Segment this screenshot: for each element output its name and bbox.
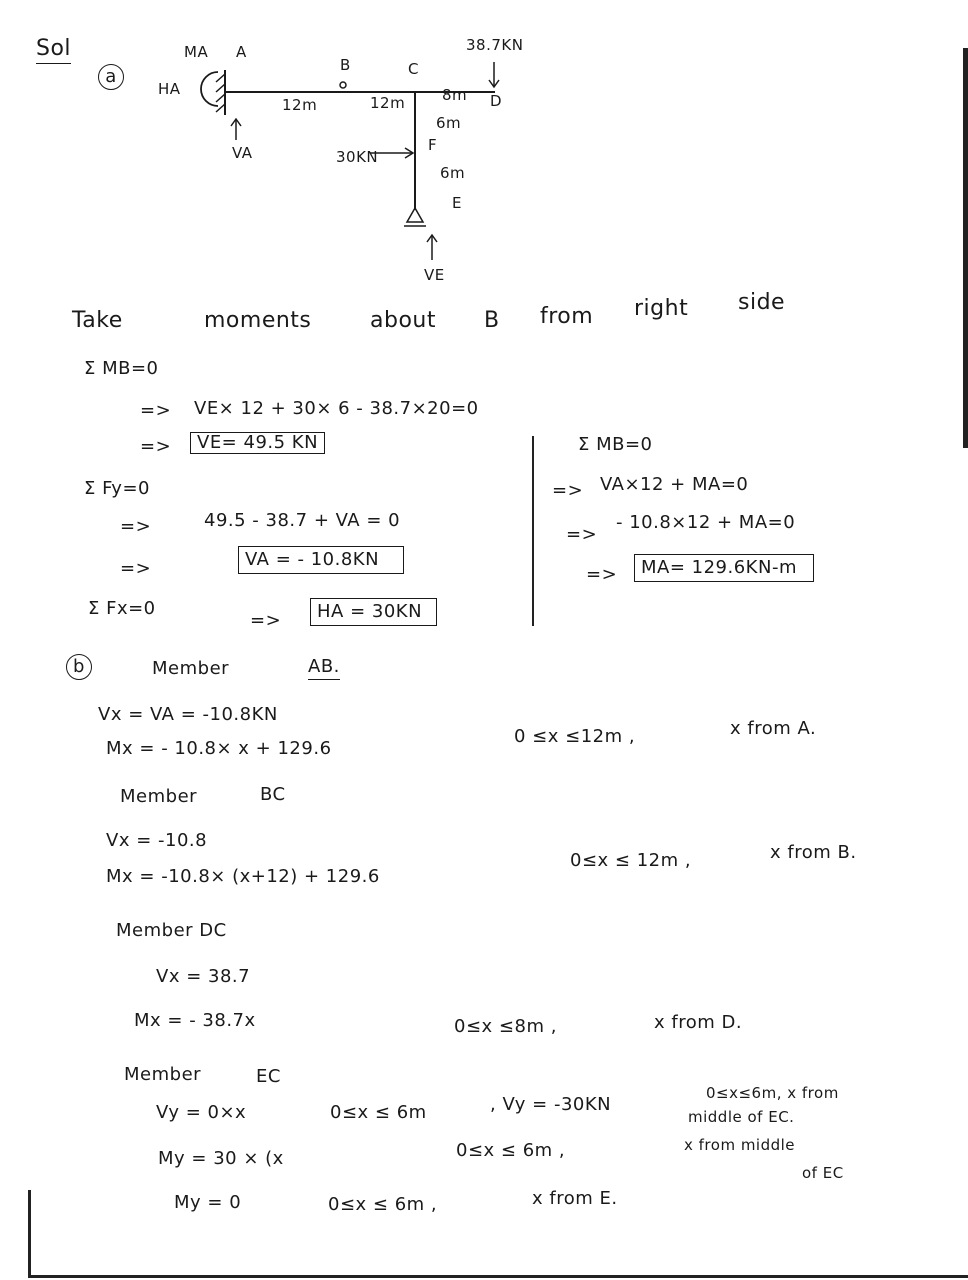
ec-shear-eq-1: Vy = 0×x bbox=[156, 1102, 247, 1123]
ha-result: HA = 30KN bbox=[310, 598, 437, 626]
va-result: VA = - 10.8KN bbox=[238, 546, 404, 574]
sum-fx-label: Σ Fx=0 bbox=[88, 598, 156, 619]
label-ha: HA bbox=[158, 80, 181, 98]
heading-word-moments: moments bbox=[204, 308, 312, 333]
dc-moment-eq: Mx = - 38.7x bbox=[134, 1010, 256, 1031]
label-load-f: 30KN bbox=[336, 148, 379, 166]
ma-result: MA= 129.6KN-m bbox=[634, 554, 814, 582]
arrow-ma: => bbox=[586, 564, 618, 585]
part-a-marker: a bbox=[98, 64, 124, 90]
ec-note-2a: x from middle bbox=[684, 1136, 796, 1154]
label-len-cf: 6m bbox=[436, 114, 462, 132]
part-b-marker: b bbox=[66, 654, 92, 680]
member-ec-name: EC bbox=[256, 1066, 281, 1087]
arrow-va: => bbox=[120, 558, 152, 579]
ec-range-1: 0≤x ≤ 6m bbox=[330, 1102, 427, 1123]
label-e: E bbox=[452, 194, 462, 212]
ec-range-2: 0≤x ≤ 6m , bbox=[456, 1140, 566, 1161]
ec-origin-3: x from E. bbox=[532, 1188, 618, 1209]
arrow-ve: => bbox=[140, 436, 172, 457]
heading-word-take: Take bbox=[72, 308, 123, 333]
member-bc-name: BC bbox=[260, 784, 286, 805]
label-b: B bbox=[340, 56, 351, 74]
label-d: D bbox=[490, 92, 503, 110]
label-len-fe: 6m bbox=[440, 164, 466, 182]
bc-origin: x from B. bbox=[770, 842, 857, 863]
column-divider bbox=[532, 436, 534, 626]
heading-word-b: B bbox=[484, 308, 500, 333]
heading-word-side: side bbox=[738, 290, 786, 315]
right-equation-2: - 10.8×12 + MA=0 bbox=[616, 512, 796, 533]
member-ab-name: AB. bbox=[308, 658, 340, 680]
member-ec-label: Member bbox=[124, 1064, 202, 1085]
roller-support-icon bbox=[407, 208, 423, 222]
ec-note-2b: of EC bbox=[802, 1164, 844, 1182]
label-ve: VE bbox=[424, 266, 445, 284]
ec-range-3: 0≤x ≤ 6m , bbox=[328, 1194, 438, 1215]
hinge-b bbox=[340, 82, 346, 88]
ec-note-1a: 0≤x≤6m, x from bbox=[706, 1084, 839, 1102]
ve-result: VE= 49.5 KN bbox=[190, 432, 325, 454]
label-load-d: 38.7KN bbox=[466, 36, 524, 54]
dc-origin: x from D. bbox=[654, 1012, 743, 1033]
right-sum-mb-label: Σ MB=0 bbox=[578, 434, 653, 455]
page-edge-left bbox=[28, 1190, 31, 1278]
label-c: C bbox=[408, 60, 419, 78]
heading-word-from: from bbox=[540, 304, 594, 329]
arrow-ha: => bbox=[250, 610, 282, 631]
sum-fy-label: Σ Fy=0 bbox=[84, 478, 150, 499]
arrow-right-eq1: => bbox=[552, 480, 584, 501]
page-edge-bottom bbox=[28, 1275, 968, 1278]
label-len-ab: 12m bbox=[282, 96, 318, 114]
sol-label: Sol bbox=[36, 38, 71, 64]
label-len-cd: 8m bbox=[442, 86, 468, 104]
ab-range: 0 ≤x ≤12m , bbox=[514, 726, 636, 747]
arrow-right-eq2: => bbox=[566, 524, 598, 545]
heading-word-about: about bbox=[370, 308, 436, 333]
heading-word-right: right bbox=[634, 296, 689, 321]
equation-fy: 49.5 - 38.7 + VA = 0 bbox=[204, 510, 401, 531]
ab-shear-eq: Vx = VA = -10.8KN bbox=[98, 704, 278, 725]
ec-shear-eq-2: , Vy = -30KN bbox=[490, 1094, 612, 1115]
label-va: VA bbox=[232, 144, 253, 162]
member-ab-label: Member bbox=[152, 658, 230, 679]
arrow-eq1: => bbox=[140, 400, 172, 421]
bc-range: 0≤x ≤ 12m , bbox=[570, 850, 692, 871]
label-f: F bbox=[428, 136, 438, 154]
bc-moment-eq: Mx = -10.8× (x+12) + 129.6 bbox=[106, 866, 380, 887]
dc-range: 0≤x ≤8m , bbox=[454, 1016, 557, 1037]
ab-origin: x from A. bbox=[730, 718, 817, 739]
ec-moment-eq-1: My = 30 × (x bbox=[158, 1148, 284, 1169]
dc-shear-eq: Vx = 38.7 bbox=[156, 966, 251, 987]
member-dc-label: Member DC bbox=[116, 920, 227, 941]
ab-moment-eq: Mx = - 10.8× x + 129.6 bbox=[106, 738, 332, 759]
label-len-bc: 12m bbox=[370, 94, 406, 112]
ec-note-1b: middle of EC. bbox=[688, 1108, 795, 1126]
right-equation-1: VA×12 + MA=0 bbox=[600, 474, 749, 495]
bc-shear-eq: Vx = -10.8 bbox=[106, 830, 208, 851]
equation-ve-moment: VE× 12 + 30× 6 - 38.7×20=0 bbox=[194, 398, 479, 419]
ec-moment-eq-2: My = 0 bbox=[174, 1192, 242, 1213]
member-bc-label: Member bbox=[120, 786, 198, 807]
arrow-eq2: => bbox=[120, 516, 152, 537]
moment-arrow-icon bbox=[201, 72, 218, 106]
sum-mb-label: Σ MB=0 bbox=[84, 358, 159, 379]
label-a: A bbox=[236, 43, 247, 61]
label-ma: MA bbox=[184, 43, 209, 61]
